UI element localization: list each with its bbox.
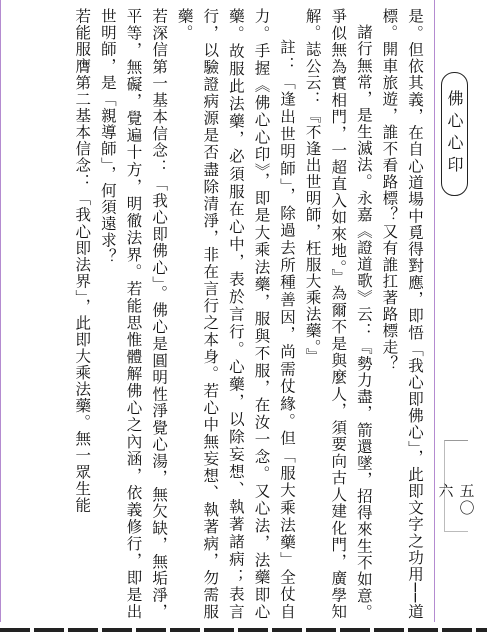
footer-dashed-rule <box>0 628 487 632</box>
paragraph-3-annotation: 註：「逢出世明師」，除過去所種善因，尚需仗緣。但「服大乘法藥」全仗自力。手握《佛心心印》，即是大乘法藥，服與不服，在汝一念。又心法，法藥即心藥。故服此法藥，必須服在心中，表於言行。心藥，以除妄想、執著諸病；表言行，以驗證病源是否盡除清淨，非在言行之本身。若心中無妄想、執著病，勿需服藥。 <box>175 8 297 620</box>
body-text <box>69 8 427 620</box>
page-number-box <box>436 440 476 532</box>
book-title: 佛心心印 <box>445 90 464 178</box>
paragraph-1: 是。但依其義，在自心道場中覓得對應，即悟「我心即佛心」，此即文字之功用──道標。開車旅遊，誰不看路標？又有誰扛著路標走？ <box>380 8 424 620</box>
paragraph-5: 若能服膺第二基本信念：「我心即法界」，此即大乘法藥。無一眾生能 <box>73 8 92 514</box>
page-number: 五〇六 <box>436 483 476 517</box>
paragraph-4: 若深信第一基本信念：「我心即佛心」。佛心是圓明性淨覺心湯，無欠缺，無垢淨，平等，無礙，覺遍十方，明徹法界。若能思惟體解佛心之內涵，依義修行，即是出世明師，是「親導師」，何須遠求？ <box>98 8 169 620</box>
book-title-tab <box>441 72 468 196</box>
paragraph-2: 諸行無常，是生滅法。永嘉《證道歌》云：『勢力盡，箭還墜，招得來生不如意。爭似無為實相門，一超直入如來地。』為爾不是與麼人，須要向古人建化門，廣學知解。誌公云：『不逢出世明師，枉服大乘法藥。』 <box>303 8 373 620</box>
